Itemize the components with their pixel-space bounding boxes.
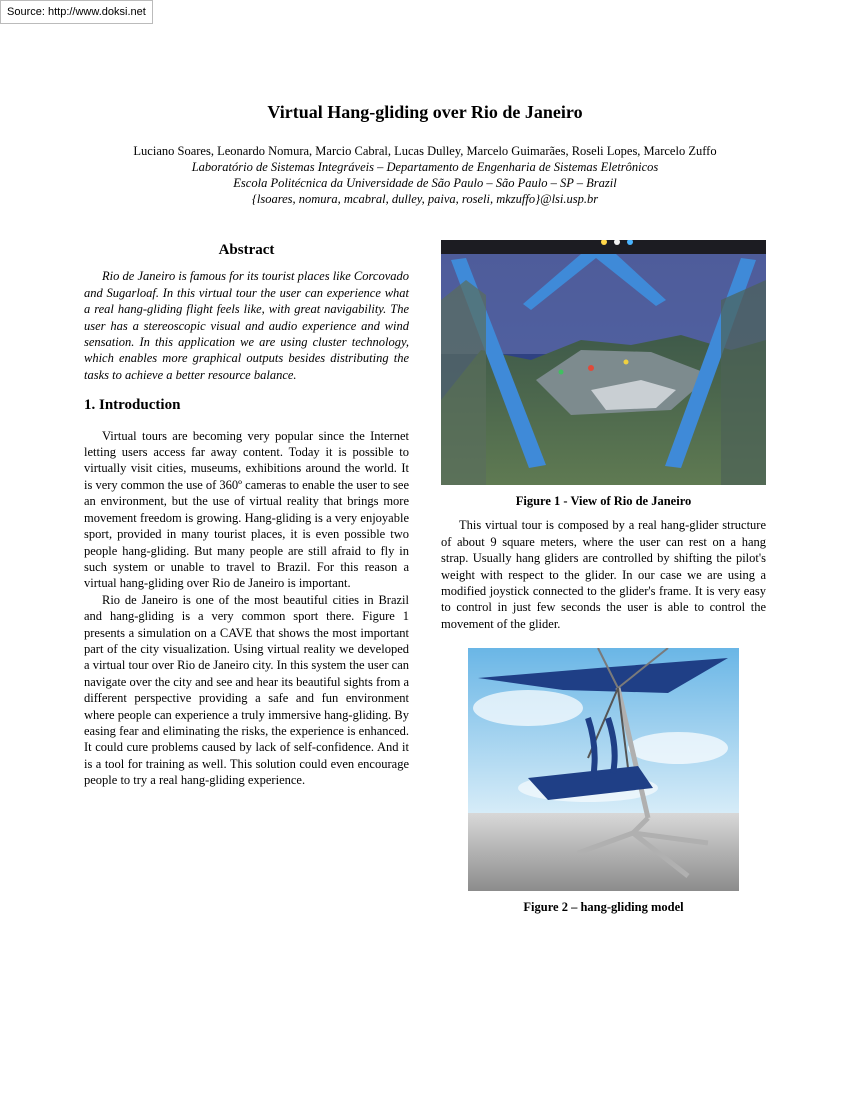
figure-1-caption: Figure 1 - View of Rio de Janeiro — [515, 494, 692, 508]
abstract-heading: Abstract — [218, 242, 275, 258]
intro-paragraph-1: Virtual tours are becoming very popular since the Internet letting users access far away content. Today it is possible to virtually visit cities, museums, exhibitions around the world. It is very common the use of 360º cameras to enable the user to see an environment, but the use of virtual reality that brings more movement freedom is growing. Hang-gliding is a very enjoyable sport, provided in many tourist places, it is even possible two people hang-gliding. But many people are still afraid to fly in such system or unable to travel to Brazil. For this reason a virtual hang-gliding over Rio de Janeiro is important. — [84, 428, 409, 591]
author-names: Luciano Soares, Leonardo Nomura, Marcio Cabral, Lucas Dulley, Marcelo Guimarães, Roseli Lopes, Marcelo Zuffo — [133, 144, 717, 158]
introduction-heading: 1. Introduction — [84, 397, 181, 414]
author-emails: {lsoares, nomura, mcabral, dulley, paiva, roseli, mkzuffo}@lsi.usp.br — [251, 192, 599, 206]
intro-paragraph-2: Rio de Janeiro is one of the most beautiful cities in Brazil and hang-gliding is a very common sport there. Figure 1 presents a simulation on a CAVE that shows the most important part of the city visualization. Using virtual reality we developed a virtual tour over Rio de Janeiro city. In this system the user can navigate over the city and see and hear its beautiful sights from a different perspective providing a safe and fun environment where people can experience a truly immersive hang-gliding. By easing fear and eliminating the risks, the experience is enhanced. It could cure problems caused by lack of self-confidence. And it is a tool for training as well. This solution could even encourage people to try a real hang-gliding experience. — [84, 592, 409, 788]
paper-title: Virtual Hang-gliding over Rio de Janeiro — [267, 102, 583, 122]
cave-rio-illustration — [441, 240, 766, 485]
left-column — [84, 240, 409, 789]
right-column — [441, 240, 766, 924]
author-lab: Laboratório de Sistemas Integráveis – Departamento de Engenharia de Sistemas Eletrônicos — [191, 160, 659, 174]
source-label: Source: http://www.doksi.net — [0, 0, 153, 24]
figure-2-image — [468, 648, 739, 891]
right-paragraph: This virtual tour is composed by a real hang-glider structure of about 9 square meters, where the user can rest on a hang strap. Usually hang gliders are controlled by shifting the pilot's weight with respect to the glider. In our case we are using a modified joystick connected to the glider's frame. It is very easy to control in just few seconds the user is able to control the movement of the glider. — [441, 518, 766, 631]
author-block — [0, 143, 850, 207]
author-school: Escola Politécnica da Universidade de São Paulo – São Paulo – SP – Brazil — [233, 176, 617, 190]
hang-glider-model-illustration — [468, 648, 739, 891]
figure-1-image — [441, 240, 766, 485]
figure-2-caption: Figure 2 – hang-gliding model — [523, 900, 684, 915]
abstract-text: Rio de Janeiro is famous for its tourist places like Corcovado and Sugarloaf. In this virtual tour the user can experience what a real hang-gliding flight feels like, with great navigability. The user has a stereoscopic visual and audio experience and wind sensation. In this application we are using cluster technology, which enables more graphical outputs besides distributing the tasks to achieve a better resource balance. — [84, 269, 409, 382]
